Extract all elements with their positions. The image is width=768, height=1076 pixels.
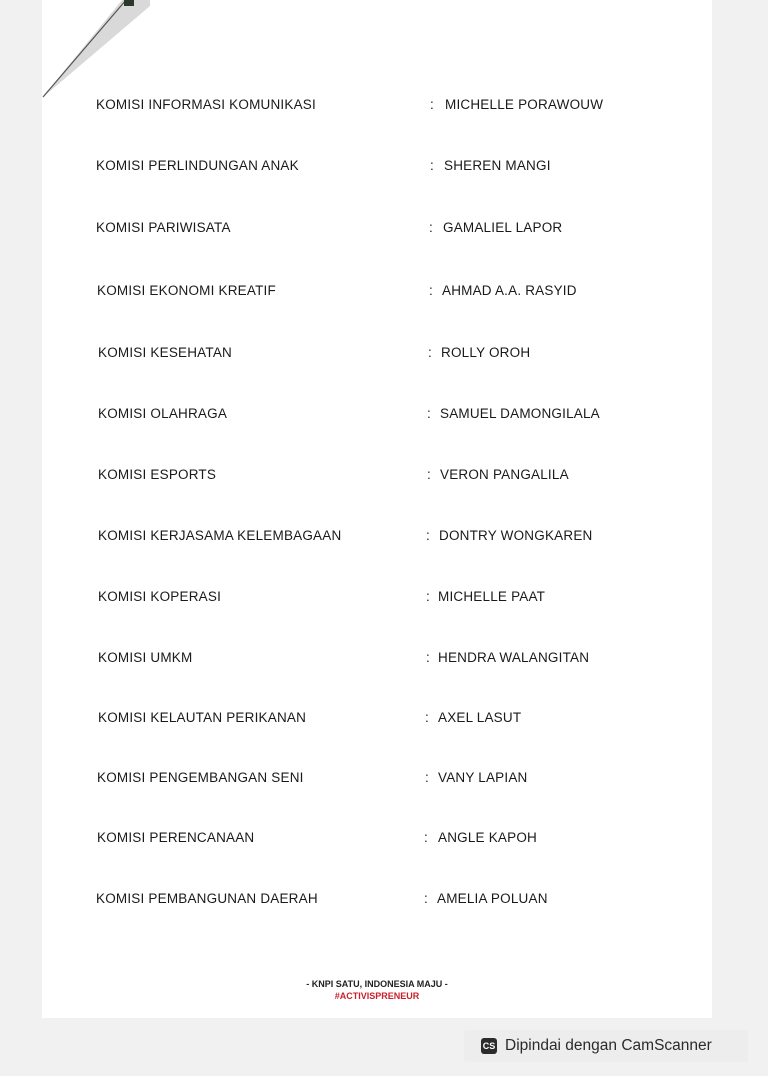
commission-name: KOMISI ESPORTS [98, 467, 217, 482]
member-name: SAMUEL DAMONGILALA [440, 406, 600, 421]
member-name: HENDRA WALANGITAN [438, 650, 590, 665]
camscanner-watermark [464, 1030, 748, 1062]
footer-hashtag: #ACTIVISPRENEUR [334, 991, 420, 1001]
member-name: AMELIA POLUAN [437, 891, 548, 906]
commission-row [96, 830, 656, 850]
commission-row [96, 220, 656, 240]
commission-row [96, 589, 656, 609]
separator-colon: : [426, 650, 430, 665]
commission-row [96, 891, 656, 911]
commission-name: KOMISI KESEHATAN [98, 345, 232, 360]
commission-row [96, 283, 656, 303]
commission-name: KOMISI EKONOMI KREATIF [97, 283, 276, 298]
separator-colon: : [424, 891, 428, 906]
commission-row [96, 770, 656, 790]
commission-name: KOMISI PERENCANAAN [97, 830, 255, 845]
member-name: MICHELLE PORAWOUW [445, 97, 604, 112]
separator-colon: : [424, 830, 428, 845]
member-name: DONTRY WONGKAREN [439, 528, 593, 543]
separator-colon: : [429, 220, 433, 235]
commission-name: KOMISI PERLINDUNGAN ANAK [96, 158, 299, 173]
separator-colon: : [425, 770, 429, 785]
commission-row [96, 528, 656, 548]
commission-name: KOMISI PARIWISATA [96, 220, 231, 235]
commission-name: KOMISI KELAUTAN PERIKANAN [98, 710, 307, 725]
separator-colon: : [430, 97, 434, 112]
commission-row [96, 467, 656, 487]
folded-corner-shadow [40, 0, 150, 100]
camscanner-label: Dipindai dengan CamScanner [505, 1037, 712, 1054]
member-name: ANGLE KAPOH [438, 830, 537, 845]
member-name: AHMAD A.A. RASYID [442, 283, 577, 298]
member-name: GAMALIEL LAPOR [443, 220, 563, 235]
camscanner-logo-icon: CS [481, 1038, 497, 1054]
commission-name: KOMISI OLAHRAGA [98, 406, 228, 421]
member-name: ROLLY OROH [441, 345, 531, 360]
separator-colon: : [430, 158, 434, 173]
commission-name: KOMISI UMKM [98, 650, 193, 665]
commission-row [96, 710, 656, 730]
separator-colon: : [429, 283, 433, 298]
commission-row [96, 650, 656, 670]
member-name: AXEL LASUT [438, 710, 522, 725]
commission-name: KOMISI PEMBANGUNAN DAERAH [96, 891, 318, 906]
commission-name: KOMISI INFORMASI KOMUNIKASI [96, 97, 316, 112]
commission-row [96, 345, 656, 365]
footer-slogan: - KNPI SATU, INDONESIA MAJU - [306, 979, 448, 989]
separator-colon: : [427, 406, 431, 421]
member-name: MICHELLE PAAT [438, 589, 546, 604]
commission-row [96, 97, 656, 117]
commission-row [96, 406, 656, 426]
document-page [42, 0, 712, 1018]
member-name: VANY LAPIAN [438, 770, 528, 785]
commission-name: KOMISI KERJASAMA KELEMBAGAAN [98, 528, 342, 543]
member-name: SHEREN MANGI [444, 158, 551, 173]
separator-colon: : [426, 528, 430, 543]
separator-colon: : [426, 589, 430, 604]
separator-colon: : [425, 710, 429, 725]
separator-colon: : [428, 345, 432, 360]
commission-row [96, 158, 656, 178]
commission-name: KOMISI PENGEMBANGAN SENI [97, 770, 304, 785]
commission-name: KOMISI KOPERASI [98, 589, 222, 604]
member-name: VERON PANGALILA [440, 467, 569, 482]
separator-colon: : [427, 467, 431, 482]
